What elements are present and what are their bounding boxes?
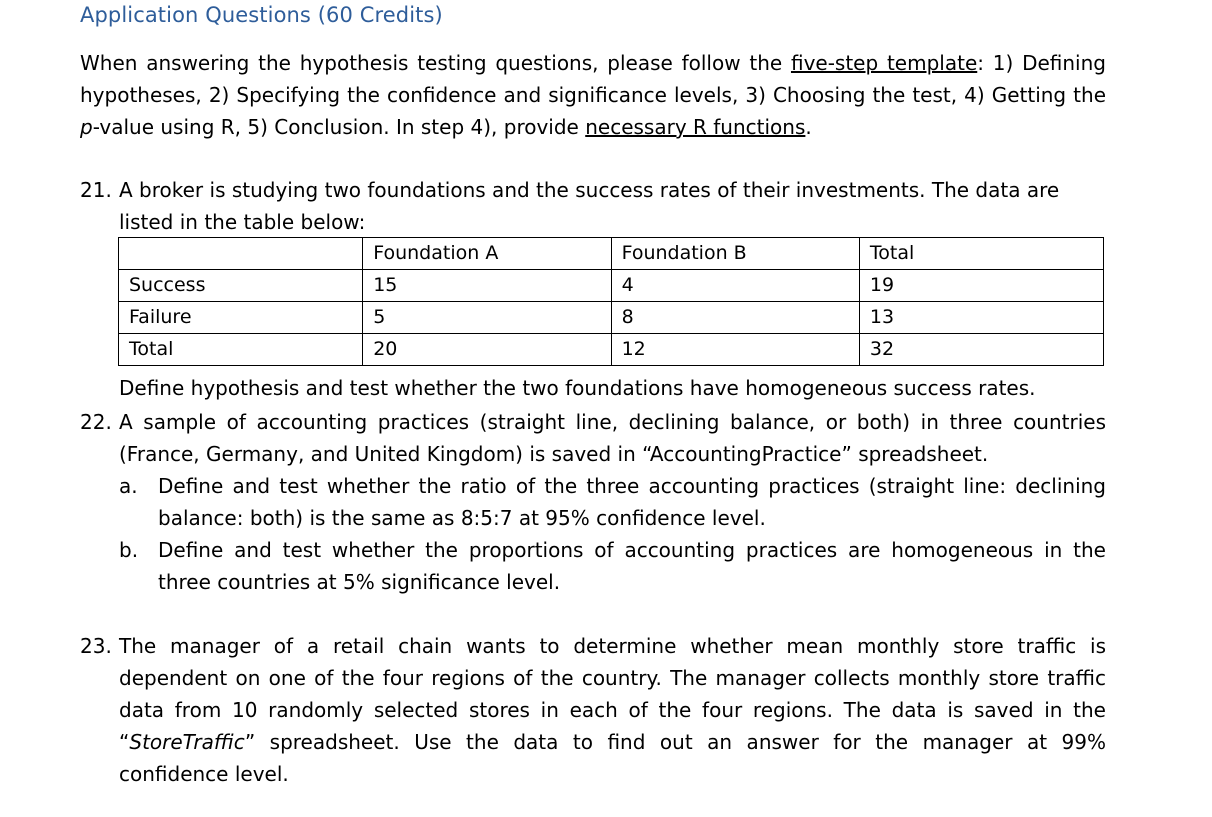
table-cell: 5	[363, 302, 611, 334]
question-23-number: 23.	[80, 634, 112, 658]
table-header-row	[119, 238, 1104, 270]
question-22b-label: b.	[119, 538, 139, 562]
table-cell: 8	[611, 302, 859, 334]
question-22-text: A sample of accounting practices (straight line, declining balance, or both) in three countries (France, Germany, and United Kingdom) is saved in “AccountingPractice” spreadsheet.	[119, 410, 1106, 466]
table-header-cell: Foundation B	[611, 238, 859, 270]
intro-text-1: When answering the hypothesis testing questions, please follow the	[80, 51, 791, 75]
question-21-number: 21.	[80, 178, 112, 202]
intro-text-3: -value using R, 5) Conclusion. In step 4), provide	[92, 115, 586, 139]
section-heading: Application Questions (60 Credits)	[80, 3, 443, 27]
instructions-paragraph	[80, 47, 1106, 143]
table-row	[119, 302, 1104, 334]
table-cell: Total	[119, 334, 363, 366]
question-23-text-2: ” spreadsheet. Use the data to find out an answer for the manager at 99% confidence level.	[119, 730, 1106, 786]
question-21-followup: Define hypothesis and test whether the two foundations have homogeneous success rates.	[119, 376, 1036, 400]
intro-text-2: : 1) Defining hypotheses, 2) Specifying the confidence and significance levels, 3) Choosing the test, 4) Getting the	[80, 51, 1106, 107]
store-traffic-sheet-name: StoreTraffic	[129, 730, 245, 754]
question-21-text: A broker is studying two foundations and the success rates of their investments. The data are listed in the table below:	[119, 178, 1060, 234]
table-cell: 12	[611, 334, 859, 366]
p-variable: p	[80, 115, 93, 139]
foundation-table	[118, 237, 1104, 366]
table-cell: 20	[363, 334, 611, 366]
question-22b-text: Define and test whether the proportions of accounting practices are homogeneous in the three countries at 5% significance level.	[158, 538, 1106, 594]
table-cell: 15	[363, 270, 611, 302]
table-cell: 19	[859, 270, 1103, 302]
intro-text-4: .	[805, 115, 812, 139]
table-header-cell	[119, 238, 363, 270]
table-cell: Success	[119, 270, 363, 302]
table-cell: Failure	[119, 302, 363, 334]
table-cell: 4	[611, 270, 859, 302]
table-cell: 32	[859, 334, 1103, 366]
question-23-text-1: The manager of a retail chain wants to determine whether mean monthly store traffic is dependent on one of the four regions of the country. The manager collects monthly store traffic data from 10 randomly selected stores in each of the four regions. The data is saved in the “	[119, 634, 1106, 754]
table-row	[119, 270, 1104, 302]
table-header-cell: Total	[859, 238, 1103, 270]
table-header-cell: Foundation A	[363, 238, 611, 270]
question-22-number: 22.	[80, 410, 112, 434]
question-23-text	[119, 630, 1106, 790]
question-22a-text: Define and test whether the ratio of the three accounting practices (straight line: declining balance: both) is the same as 8:5:7 at 95% confidence level.	[158, 474, 1106, 530]
r-functions-link[interactable]: necessary R functions	[585, 115, 806, 139]
table-cell: 13	[859, 302, 1103, 334]
question-22a-label: a.	[119, 474, 138, 498]
table-row	[119, 334, 1104, 366]
five-step-template-link[interactable]: five-step template	[790, 51, 978, 75]
